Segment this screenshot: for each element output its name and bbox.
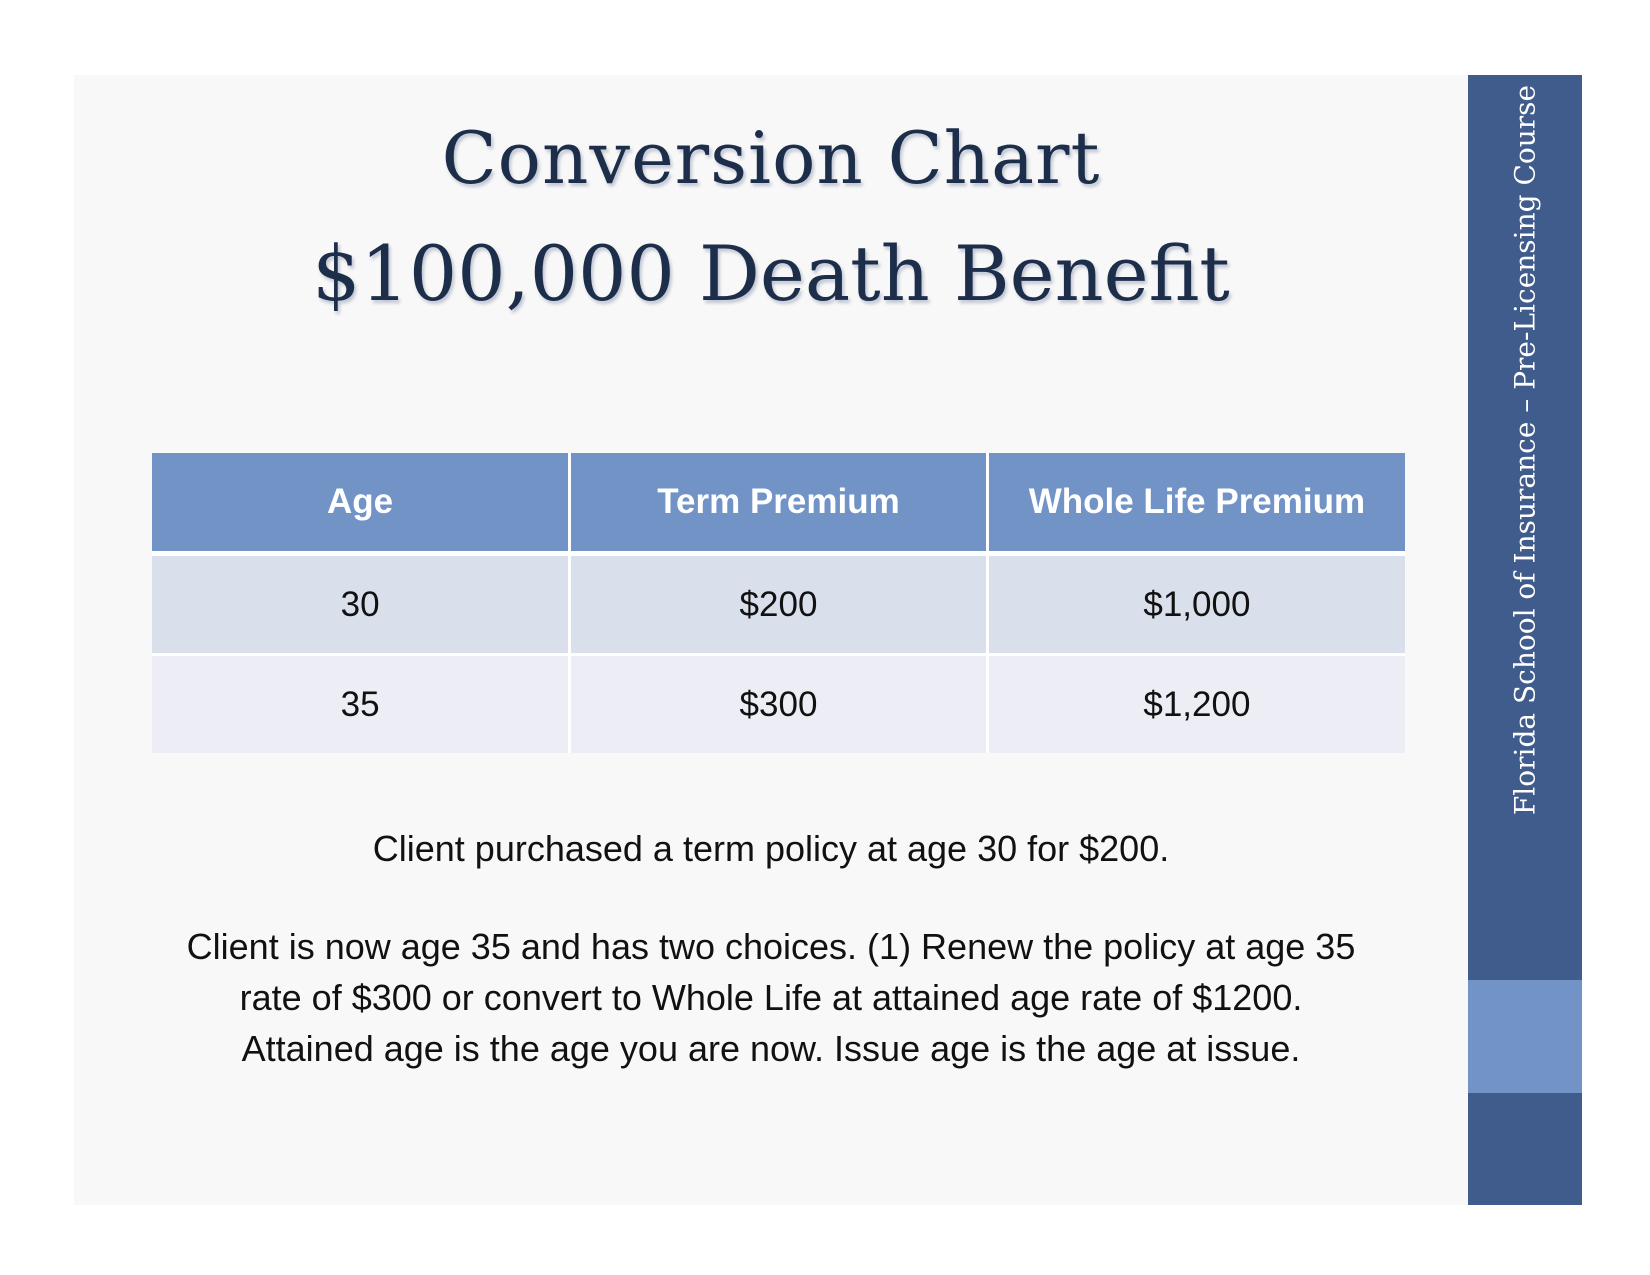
explanation-line: Client is now age 35 and has two choices. (1) Renew the policy at age 35 <box>186 926 1356 967</box>
sidebar-bottom-block <box>1468 1093 1582 1205</box>
explanation-line: Attained age is the age you are now. Issue age is the age at issue. <box>241 1028 1301 1069</box>
table-header-row <box>152 453 1405 554</box>
cell-term-premium: $200 <box>570 554 988 655</box>
table-row <box>152 655 1405 754</box>
cell-term-premium: $300 <box>570 655 988 754</box>
page-title: Conversion Chart <box>441 116 1101 200</box>
cell-age: 35 <box>152 655 570 754</box>
column-header-age: Age <box>152 453 570 554</box>
conversion-table <box>152 453 1405 753</box>
explanation-paragraph-1: Client purchased a term policy at age 30 for $200. <box>372 828 1170 869</box>
cell-whole-life-premium: $1,200 <box>987 655 1405 754</box>
cell-age: 30 <box>152 554 570 655</box>
explanation-paragraph-2 <box>74 921 1468 1074</box>
sidebar-band <box>1468 75 1582 1205</box>
sidebar-course-label: Florida School of Insurance – Pre-Licensing Course <box>1508 84 1542 816</box>
column-header-whole-life-premium: Whole Life Premium <box>987 453 1405 554</box>
page-subtitle: $100,000 Death Benefit <box>312 229 1230 318</box>
column-header-term-premium: Term Premium <box>570 453 988 554</box>
cell-whole-life-premium: $1,000 <box>987 554 1405 655</box>
sidebar-accent-block <box>1468 980 1582 1093</box>
table-row <box>152 554 1405 655</box>
explanation-line: rate of $300 or convert to Whole Life at attained age rate of $1200. <box>239 977 1303 1018</box>
